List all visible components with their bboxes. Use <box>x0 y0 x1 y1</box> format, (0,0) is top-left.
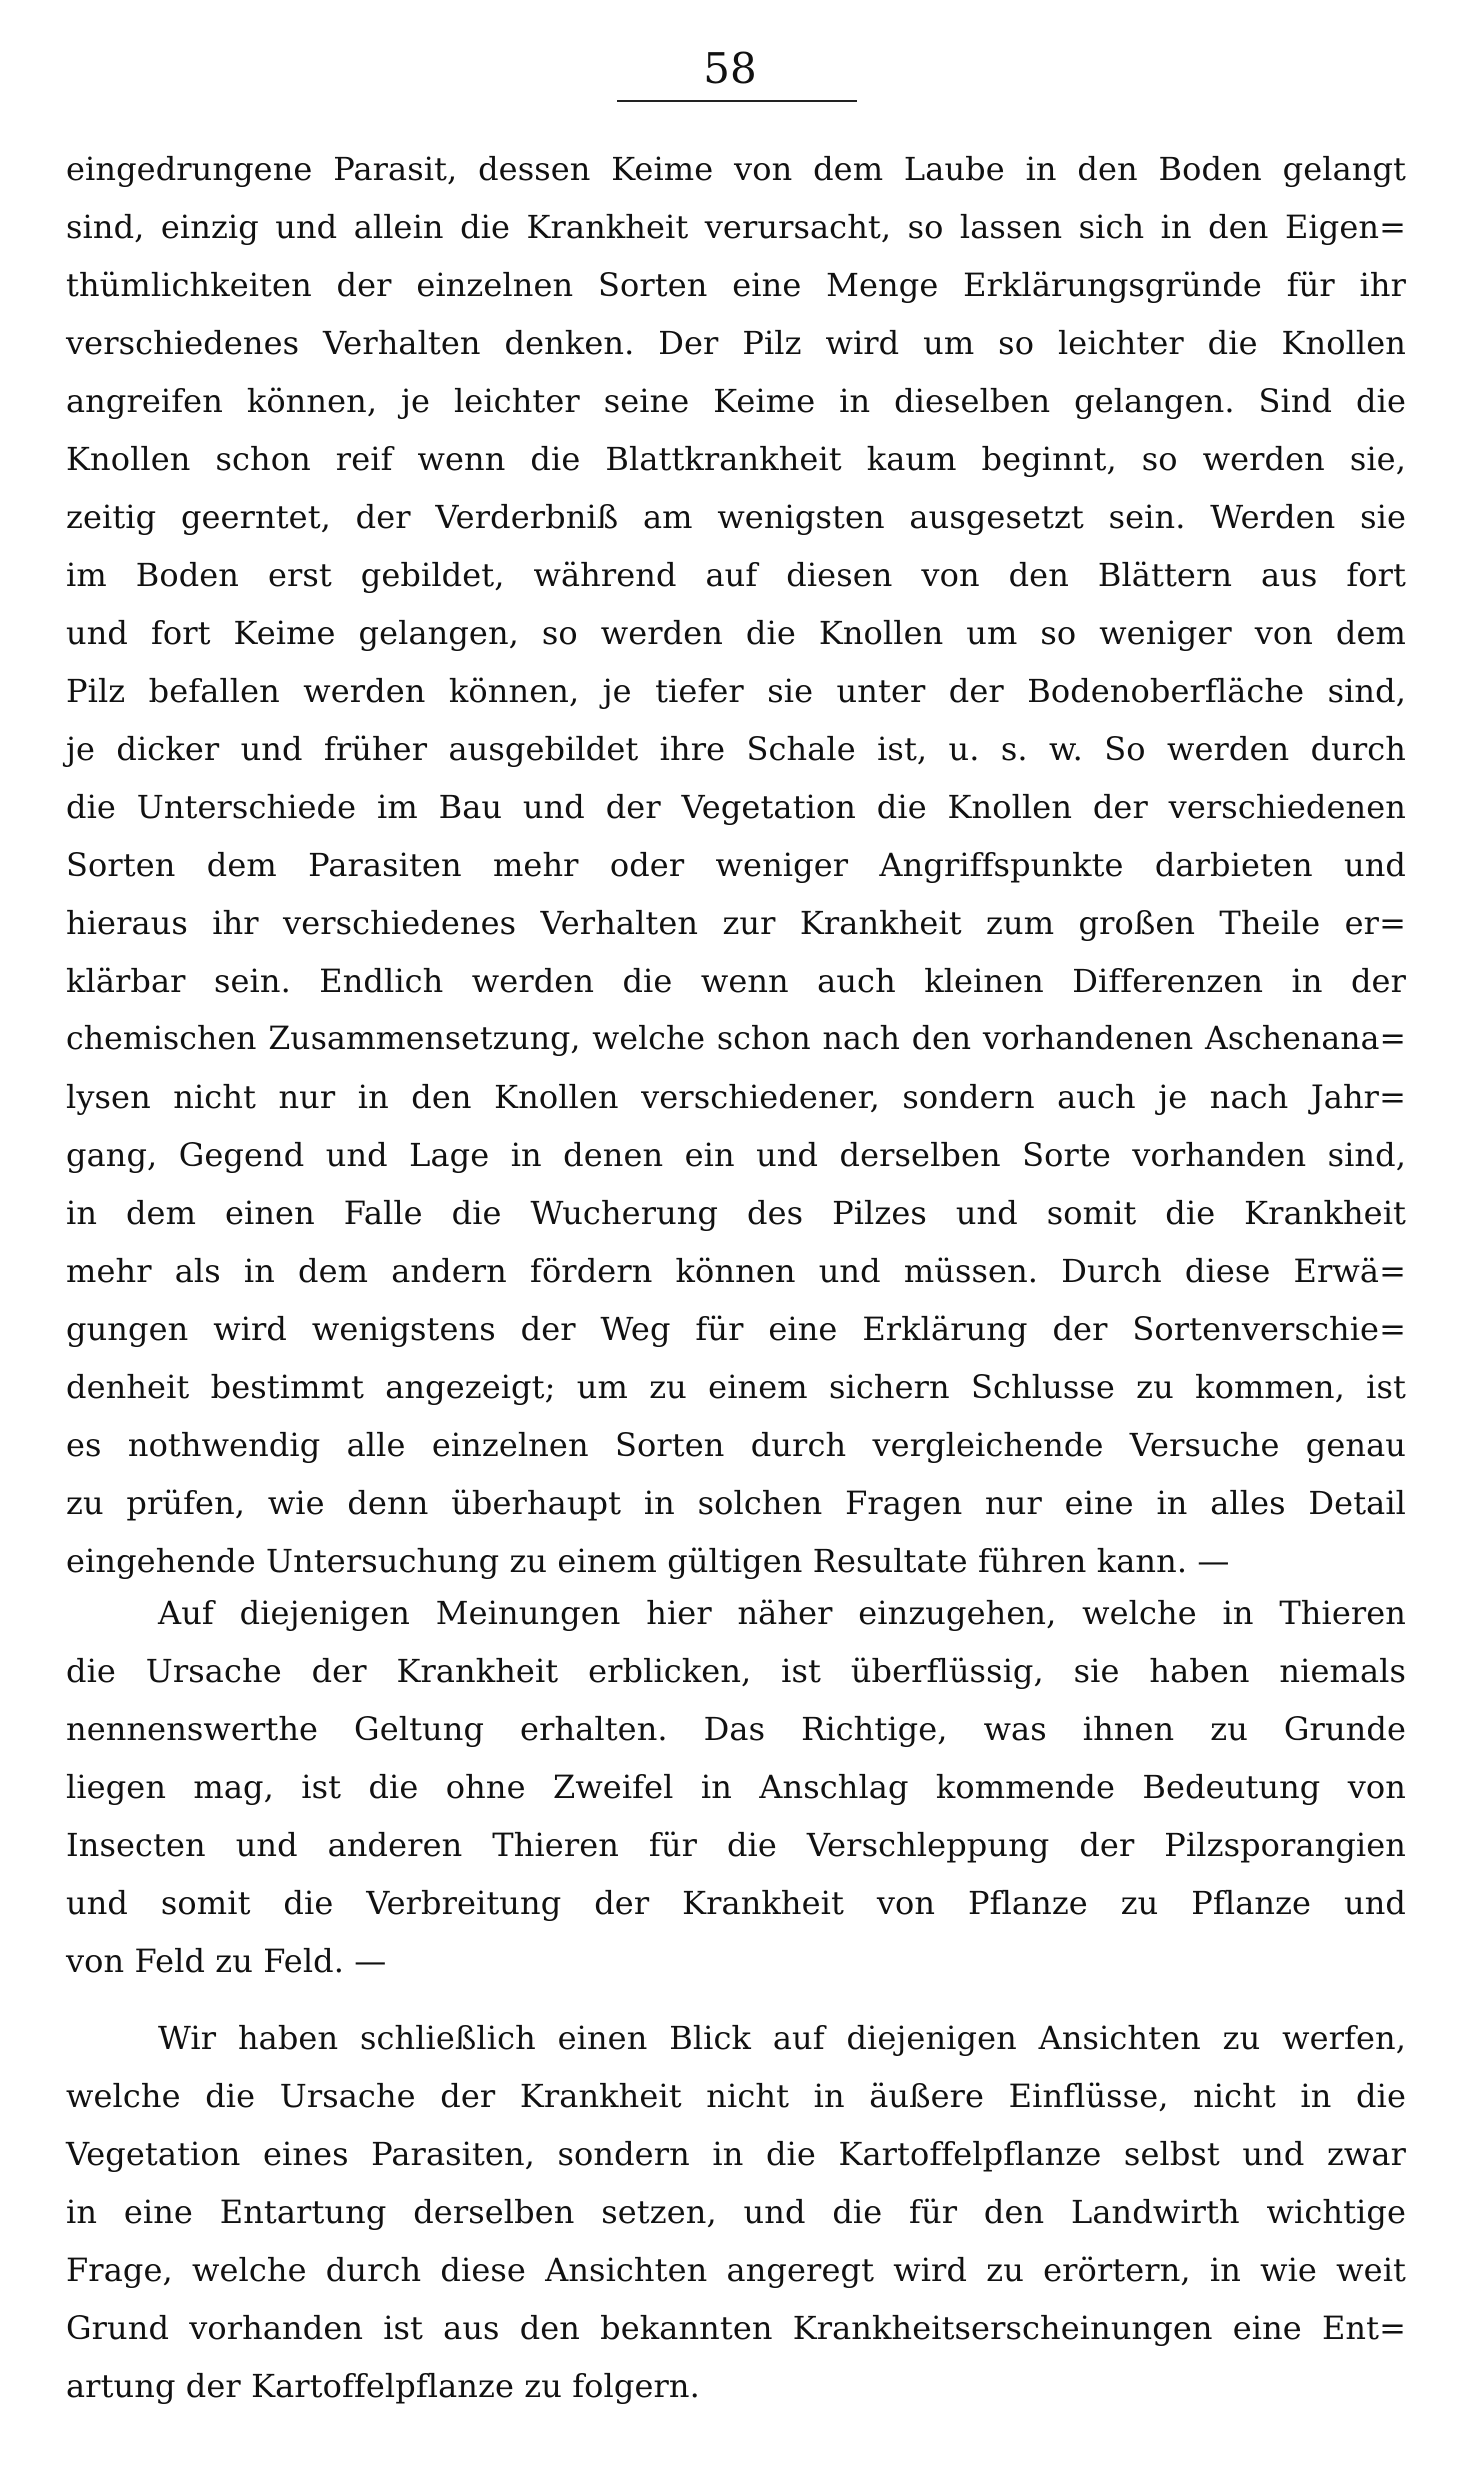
text-line: Auf diejenigen Meinungen hier näher einzugehen, welche in Thieren <box>158 1594 1406 1632</box>
text-line: angreifen können, je leichter seine Keime in dieselben gelangen. Sind die <box>66 382 1406 420</box>
text-line: artung der Kartoffelpflanze zu folgern. <box>66 2367 700 2405</box>
text-line: sind, einzig und allein die Krankheit verursacht, so lassen sich in den Eigen= <box>66 208 1406 246</box>
text-line: denheit bestimmt angezeigt; um zu einem sichern Schlusse zu kommen, ist <box>66 1368 1406 1406</box>
text-line: eingehende Untersuchung zu einem gültigen Resultate führen kann. — <box>66 1542 1230 1580</box>
text-line: die Ursache der Krankheit erblicken, ist überflüssig, sie haben niemals <box>66 1652 1406 1690</box>
text-line: Insecten und anderen Thieren für die Verschleppung der Pilzsporangien <box>66 1826 1406 1864</box>
text-line: Pilz befallen werden können, je tiefer sie unter der Bodenoberfläche sind, <box>66 672 1406 710</box>
text-line: lysen nicht nur in den Knollen verschiedener, sondern auch je nach Jahr= <box>66 1078 1406 1116</box>
text-line: und somit die Verbreitung der Krankheit von Pflanze zu Pflanze und <box>66 1884 1406 1922</box>
text-line: zeitig geerntet, der Verderbniß am wenigsten ausgesetzt sein. Werden sie <box>66 498 1406 536</box>
text-line: hieraus ihr verschiedenes Verhalten zur Krankheit zum großen Theile er= <box>66 904 1406 942</box>
text-line: welche die Ursache der Krankheit nicht in äußere Einflüsse, nicht in die <box>66 2077 1406 2115</box>
page-number: 58 <box>703 44 757 93</box>
text-line: Wir haben schließlich einen Blick auf diejenigen Ansichten zu werfen, <box>158 2019 1406 2057</box>
text-line: klärbar sein. Endlich werden die wenn auch kleinen Differenzen in der <box>66 962 1406 1000</box>
text-line: chemischen Zusammensetzung, welche schon nach den vorhandenen Aschenana= <box>66 1021 1406 1057</box>
text-line: gang, Gegend und Lage in denen ein und derselben Sorte vorhanden sind, <box>66 1136 1406 1174</box>
text-line: von Feld zu Feld. — <box>66 1942 387 1980</box>
text-line: in dem einen Falle die Wucherung des Pilzes und somit die Krankheit <box>66 1194 1406 1232</box>
header-rule <box>617 100 857 102</box>
text-line: Frage, welche durch diese Ansichten angeregt wird zu erörtern, in wie weit <box>66 2251 1406 2289</box>
text-line: es nothwendig alle einzelnen Sorten durch vergleichende Versuche genau <box>66 1426 1406 1464</box>
text-line: und fort Keime gelangen, so werden die Knollen um so weniger von dem <box>66 614 1406 652</box>
text-line: eingedrungene Parasit, dessen Keime von dem Laube in den Boden gelangt <box>66 150 1406 188</box>
text-line: die Unterschiede im Bau und der Vegetation die Knollen der verschiedenen <box>66 788 1406 826</box>
text-line: mehr als in dem andern fördern können und müssen. Durch diese Erwä= <box>66 1252 1406 1290</box>
text-line: gungen wird wenigstens der Weg für eine Erklärung der Sortenverschie= <box>66 1310 1406 1348</box>
text-line: in eine Entartung derselben setzen, und die für den Landwirth wichtige <box>66 2193 1406 2231</box>
paragraph-1 <box>66 140 1406 1590</box>
text-line: Grund vorhanden ist aus den bekannten Krankheitserscheinungen eine Ent= <box>66 2309 1406 2347</box>
paragraph-2 <box>66 1584 1406 1990</box>
text-line: nennenswerthe Geltung erhalten. Das Richtige, was ihnen zu Grunde <box>66 1710 1406 1748</box>
text-line: liegen mag, ist die ohne Zweifel in Anschlag kommende Bedeutung von <box>66 1768 1406 1806</box>
text-line: verschiedenes Verhalten denken. Der Pilz wird um so leichter die Knollen <box>66 324 1406 362</box>
text-line: Vegetation eines Parasiten, sondern in die Kartoffelpflanze selbst und zwar <box>66 2135 1406 2173</box>
text-line: je dicker und früher ausgebildet ihre Schale ist, u. s. w. So werden durch <box>66 730 1406 768</box>
text-line: zu prüfen, wie denn überhaupt in solchen Fragen nur eine in alles Detail <box>66 1484 1406 1522</box>
text-line: im Boden erst gebildet, während auf diesen von den Blättern aus fort <box>66 556 1406 594</box>
text-line: Knollen schon reif wenn die Blattkrankheit kaum beginnt, so werden sie, <box>66 440 1406 478</box>
text-line: thümlichkeiten der einzelnen Sorten eine Menge Erklärungsgründe für ihr <box>66 266 1406 304</box>
text-line: Sorten dem Parasiten mehr oder weniger Angriffspunkte darbieten und <box>66 846 1406 884</box>
paragraph-3 <box>66 2009 1406 2415</box>
